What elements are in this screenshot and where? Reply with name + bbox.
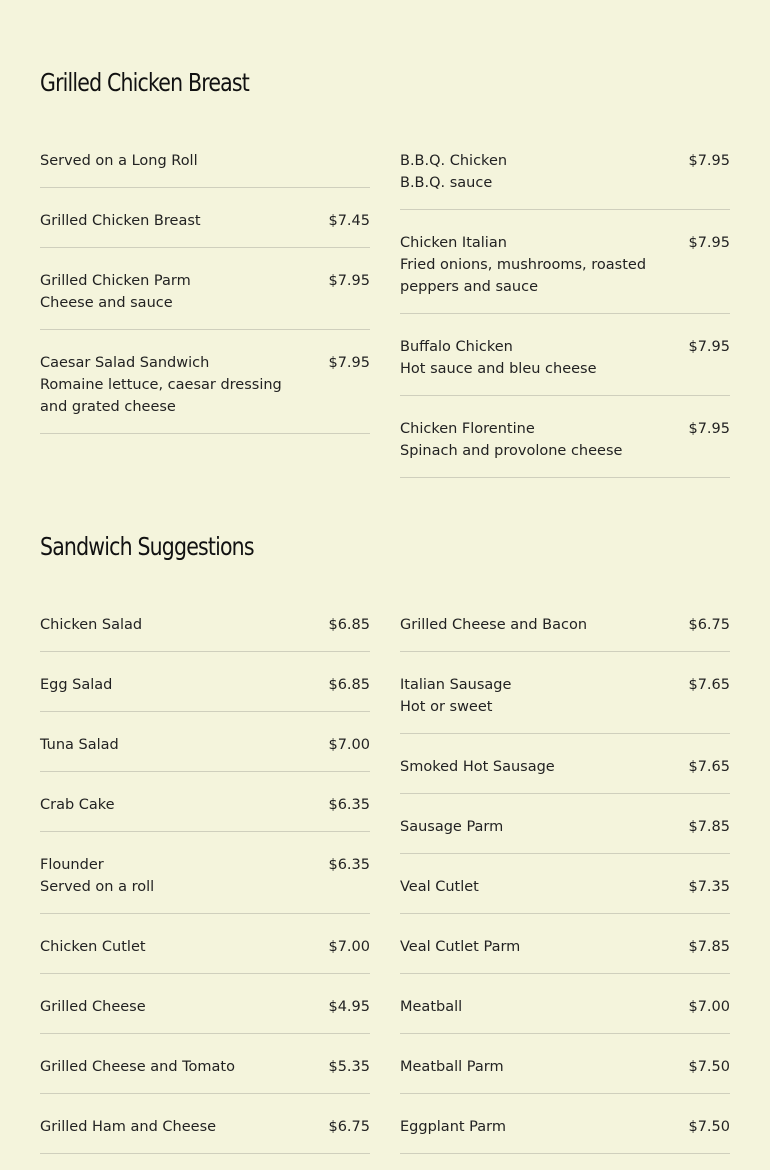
menu-item-name: Sausage Parm bbox=[400, 819, 504, 835]
menu-item-text bbox=[40, 270, 310, 314]
menu-item-price: $6.85 bbox=[328, 617, 370, 633]
menu-item-name: Chicken Italian bbox=[400, 235, 507, 251]
menu-item-name: Tuna Salad bbox=[40, 737, 119, 753]
menu-item bbox=[40, 150, 370, 188]
menu-item-price: $7.95 bbox=[328, 355, 370, 371]
menu-item-text bbox=[400, 936, 670, 958]
section-sandwich-suggestions bbox=[40, 527, 730, 1170]
menu-item-name: Chicken Salad bbox=[40, 617, 143, 633]
menu-columns bbox=[40, 614, 730, 1170]
menu-item-price: $7.50 bbox=[688, 1119, 730, 1135]
menu-column-right bbox=[400, 614, 730, 1170]
menu-item bbox=[400, 990, 730, 1034]
menu-item-text bbox=[400, 756, 670, 778]
menu-item-text bbox=[40, 936, 310, 958]
menu-item-name: Italian Sausage bbox=[400, 677, 512, 693]
menu-item-name: Caesar Salad Sandwich bbox=[40, 355, 210, 371]
menu-item bbox=[40, 788, 370, 832]
menu-item bbox=[400, 1050, 730, 1094]
menu-item-text bbox=[40, 854, 310, 898]
menu-item-price: $7.50 bbox=[688, 1059, 730, 1075]
menu-item-price: $7.65 bbox=[688, 759, 730, 775]
menu-item bbox=[40, 728, 370, 772]
menu-item-name: Eggplant Parm bbox=[400, 1119, 506, 1135]
menu-item bbox=[400, 930, 730, 974]
menu-item-name: Chicken Cutlet bbox=[40, 939, 146, 955]
menu-item-price: $7.95 bbox=[688, 339, 730, 355]
section-title: Sandwich Suggestions bbox=[40, 532, 254, 561]
menu-item-name: Flounder bbox=[40, 857, 104, 873]
menu-item-price: $7.00 bbox=[328, 939, 370, 955]
menu-item bbox=[400, 614, 730, 652]
menu-item-text bbox=[40, 614, 310, 636]
menu-item-price: $6.35 bbox=[328, 857, 370, 873]
menu-item-text bbox=[40, 352, 310, 418]
menu-item-name: Grilled Chicken Parm bbox=[40, 273, 191, 289]
menu-item-price: $6.35 bbox=[328, 797, 370, 813]
menu-item bbox=[40, 346, 370, 434]
menu-item-text bbox=[400, 1116, 670, 1138]
section-title: Grilled Chicken Breast bbox=[40, 68, 249, 97]
menu-item-text bbox=[40, 674, 310, 696]
menu-item-price: $6.75 bbox=[328, 1119, 370, 1135]
menu-item-text bbox=[40, 1056, 310, 1078]
menu-item-price: $7.35 bbox=[688, 879, 730, 895]
menu-item-text bbox=[40, 734, 310, 756]
menu-item bbox=[40, 1050, 370, 1094]
menu-item-name: Egg Salad bbox=[40, 677, 113, 693]
menu-item bbox=[400, 810, 730, 854]
menu-item-price: $5.35 bbox=[328, 1059, 370, 1075]
menu-item bbox=[40, 848, 370, 914]
menu-item-price: $7.95 bbox=[328, 273, 370, 289]
menu-item bbox=[40, 930, 370, 974]
menu-item-name: Grilled Cheese and Bacon bbox=[400, 617, 588, 633]
menu-item bbox=[400, 412, 730, 478]
menu-columns bbox=[40, 150, 730, 494]
menu-item-price: $7.95 bbox=[688, 235, 730, 251]
menu-column-left bbox=[40, 614, 370, 1170]
menu-item bbox=[400, 226, 730, 314]
menu-item-text bbox=[40, 1116, 310, 1138]
menu-item-price: $7.85 bbox=[688, 939, 730, 955]
menu-item-text bbox=[400, 674, 670, 718]
menu-item-price: $7.95 bbox=[688, 421, 730, 437]
menu-item-name: Crab Cake bbox=[40, 797, 115, 813]
menu-item bbox=[400, 750, 730, 794]
menu-item-text bbox=[40, 210, 310, 232]
menu-item-description: Romaine lettuce, caesar dressing and grated cheese bbox=[40, 377, 282, 415]
menu-item bbox=[400, 1110, 730, 1154]
menu-item-description: Hot or sweet bbox=[400, 699, 493, 715]
menu-item-text bbox=[40, 150, 310, 172]
menu-column-right bbox=[400, 150, 730, 494]
menu-item bbox=[400, 870, 730, 914]
menu-item bbox=[40, 204, 370, 248]
menu-item-name: Veal Cutlet Parm bbox=[400, 939, 521, 955]
menu-item-price: $7.65 bbox=[688, 677, 730, 693]
menu-item-text bbox=[400, 150, 670, 194]
menu-item-name: Smoked Hot Sausage bbox=[400, 759, 555, 775]
menu-item-price: $6.85 bbox=[328, 677, 370, 693]
menu-item bbox=[40, 668, 370, 712]
menu-item-price: $7.45 bbox=[328, 213, 370, 229]
menu-column-left bbox=[40, 150, 370, 494]
menu-item-price: $4.95 bbox=[328, 999, 370, 1015]
menu-item-name: Buffalo Chicken bbox=[400, 339, 513, 355]
menu-item-name: Grilled Ham and Cheese bbox=[40, 1119, 217, 1135]
menu-item-name: Grilled Cheese and Tomato bbox=[40, 1059, 235, 1075]
section-grilled-chicken-breast bbox=[40, 63, 730, 494]
menu-item-description: Spinach and provolone cheese bbox=[400, 443, 623, 459]
menu-item-text bbox=[40, 794, 310, 816]
menu-item-description: Fried onions, mushrooms, roasted peppers and sauce bbox=[400, 257, 647, 295]
menu-item-text bbox=[400, 876, 670, 898]
menu-item bbox=[40, 1110, 370, 1154]
menu-item-name: Grilled Chicken Breast bbox=[40, 213, 201, 229]
menu-item-name: Grilled Cheese bbox=[40, 999, 146, 1015]
menu-item-text bbox=[40, 996, 310, 1018]
menu-item bbox=[400, 668, 730, 734]
menu-item bbox=[40, 990, 370, 1034]
menu-item-description: Served on a roll bbox=[40, 879, 155, 895]
menu-item bbox=[400, 330, 730, 396]
menu-item-description: Cheese and sauce bbox=[40, 295, 173, 311]
menu-item-text bbox=[400, 996, 670, 1018]
menu-item-text bbox=[400, 418, 670, 462]
menu-item-name: Meatball Parm bbox=[400, 1059, 504, 1075]
menu-item bbox=[40, 614, 370, 652]
menu-item-price: $6.75 bbox=[688, 617, 730, 633]
menu-item-name: Meatball bbox=[400, 999, 463, 1015]
menu-item-text bbox=[400, 232, 670, 298]
menu-item-name: Served on a Long Roll bbox=[40, 153, 198, 169]
menu-item bbox=[40, 264, 370, 330]
menu-item-text bbox=[400, 816, 670, 838]
menu-item-price: $7.00 bbox=[688, 999, 730, 1015]
menu-item-name: Veal Cutlet bbox=[400, 879, 479, 895]
menu-item-price: $7.95 bbox=[688, 153, 730, 169]
menu-item-description: B.B.Q. sauce bbox=[400, 175, 493, 191]
menu-item-name: Chicken Florentine bbox=[400, 421, 535, 437]
menu-item-price: $7.85 bbox=[688, 819, 730, 835]
menu-item-price: $7.00 bbox=[328, 737, 370, 753]
menu-item-text bbox=[400, 1056, 670, 1078]
menu-item-text bbox=[400, 614, 670, 636]
menu-item bbox=[400, 150, 730, 210]
menu-item-description: Hot sauce and bleu cheese bbox=[400, 361, 597, 377]
menu-item-name: B.B.Q. Chicken bbox=[400, 153, 508, 169]
menu-item-text bbox=[400, 336, 670, 380]
